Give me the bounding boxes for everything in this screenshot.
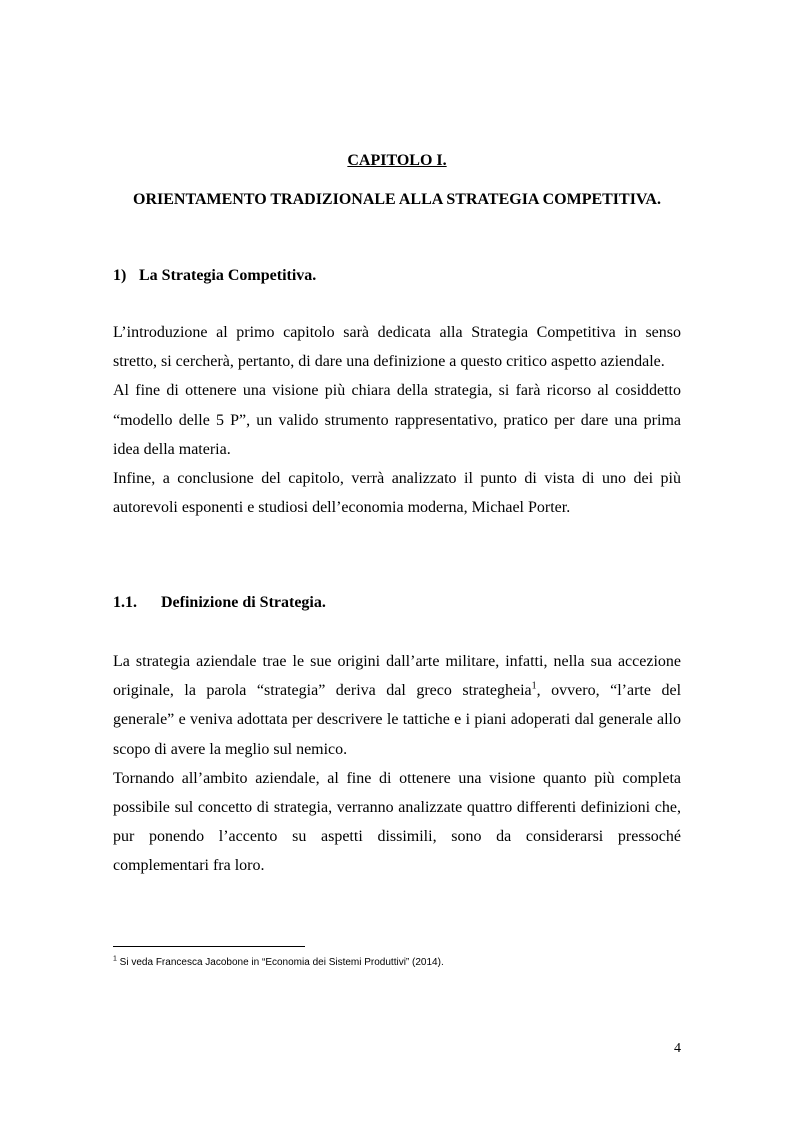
footnote-separator <box>113 946 305 947</box>
subsection-title: Definizione di Strategia. <box>161 594 326 611</box>
paragraph: L’introduzione al primo capitolo sarà dedicata alla Strategia Competitiva in senso stretto, si cercherà, pertanto, di dare una definizione a questo critico aspetto aziendale. <box>113 324 681 371</box>
footnote-marker: 1 <box>113 955 117 963</box>
footnote-reference[interactable]: 1 <box>531 680 537 692</box>
chapter-title: ORIENTAMENTO TRADIZIONALE ALLA STRATEGIA COMPETITIVA. <box>133 191 661 208</box>
paragraph-text: , ovvero, “l’arte del generale” e veniva adottata per descrivere le tattiche e i piani adoperati dal generale allo scopo di avere la meglio sul nemico. <box>113 682 682 758</box>
paragraph: Tornando all’ambito aziendale, al fine di ottenere una visione quanto più completa possibile sul concetto di strategia, verranno analizzate quattro differenti definizioni che, pur ponendo l’accento su aspetti dissimili, sono da considerarsi pressoché complementari fra loro. <box>113 769 681 875</box>
subsection-body <box>113 647 681 881</box>
paragraph: Al fine di ottenere una visione più chiara della strategia, si farà ricorso al cosiddetto “modello delle 5 P”, un valido strumento rappresentativo, pratico per dare una prima idea della materia. <box>113 382 681 458</box>
page-number: 4 <box>674 1041 681 1056</box>
chapter-label: CAPITOLO I. <box>347 152 447 169</box>
paragraph: Infine, a conclusione del capitolo, verrà analizzato il punto di vista di uno dei più autorevoli esponenti e studiosi dell’economia moderna, Michael Porter. <box>113 470 681 517</box>
paragraph-text: La strategia aziendale trae le sue origini dall’arte militare, infatti, nella sua accezione originale, la parola “strategia” deriva dal greco strategheia <box>113 653 681 700</box>
footnote-text: Si veda Francesca Jacobone in “Economia dei Sistemi Produttivi” (2014). <box>116 957 444 968</box>
section-number: 1) <box>113 267 127 284</box>
section-body <box>113 318 681 522</box>
section-heading <box>113 267 316 285</box>
subsection-heading <box>113 594 326 612</box>
footnote <box>113 956 681 970</box>
subsection-number: 1.1. <box>113 594 137 611</box>
paragraph <box>113 647 681 764</box>
section-title: La Strategia Competitiva. <box>139 267 317 284</box>
